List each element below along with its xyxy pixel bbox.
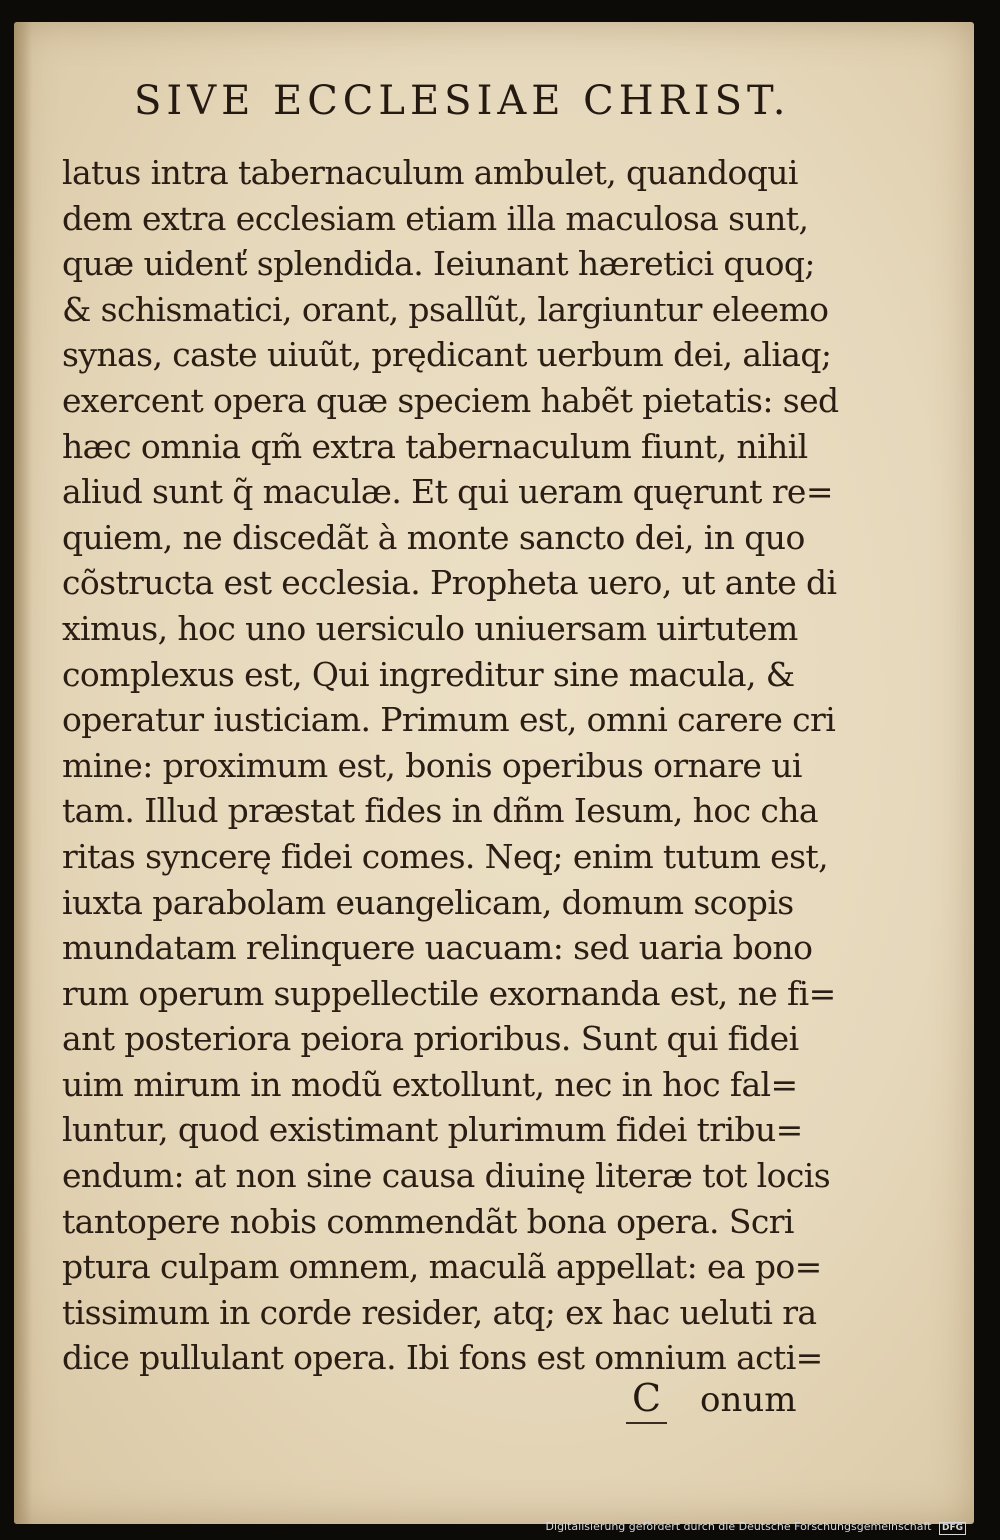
text-line: synas, caste uiuũt, prędicant uerbum dei, aliaq; (62, 335, 832, 375)
dfg-logo: DFG (939, 1522, 966, 1535)
body-text (62, 150, 842, 1381)
text-line: tantopere nobis commendãt bona opera. Scri (62, 1201, 794, 1241)
text-line: iuxta parabolam euangelicam, domum scopis (62, 882, 794, 922)
running-head: SIVE ECCLESIAE CHRIST. (134, 78, 791, 124)
text-line: ptura culpam omnem, maculã appellat: ea po= (62, 1247, 822, 1287)
text-line: dice pullulant opera. Ibi fons est omnium acti= (62, 1338, 823, 1378)
text-line: mundatam relinquere uacuam: sed uaria bono (62, 928, 813, 968)
text-line: hæc omnia qm̃ extra tabernaculum fiunt, nihil (62, 426, 808, 466)
page-edge-shadow (14, 22, 32, 1524)
text-line: ritas syncerę fidei comes. Neq; enim tutum est, (62, 836, 828, 876)
text-line: cõstructa est ecclesia. Propheta uero, ut ante di (62, 563, 837, 603)
text-line: & schismatici, orant, psallũt, largiuntur eleemo (62, 289, 829, 329)
book-page (14, 22, 974, 1524)
text-line: ant posteriora peiora prioribus. Sunt qui fidei (62, 1019, 799, 1059)
text-line: latus intra tabernaculum ambulet, quandoqui (62, 153, 798, 192)
text-line: dem extra ecclesiam etiam illa maculosa sunt, (62, 198, 809, 238)
text-line: ximus, hoc uno uersiculo uniuersam uirtutem (62, 608, 798, 648)
text-line: uim mirum in modũ extollunt, nec in hoc fal= (62, 1064, 798, 1104)
digitization-credit (546, 1520, 966, 1535)
credit-text: Digitalisierung gefördert durch die Deutsche Forschungsgemeinschaft (545, 1520, 932, 1533)
text-line: exercent opera quæ speciem habẽt pietatis: sed (62, 380, 839, 420)
text-line: tam. Illud præstat fides in dñm Iesum, hoc cha (62, 791, 818, 831)
signature-mark: C (626, 1376, 667, 1424)
catchword: onum (700, 1380, 797, 1420)
text-line: rum operum suppellectile exornanda est, ne fi= (62, 973, 836, 1013)
text-line: aliud sunt q̃ maculæ. Et qui ueram quęrunt re= (62, 472, 833, 512)
text-line: mine: proximum est, bonis operibus ornare ui (62, 745, 802, 785)
text-line: luntur, quod existimant plurimum fidei tribu= (62, 1110, 803, 1150)
text-line: tissimum in corde resider, atq; ex hac ueluti ra (62, 1292, 817, 1332)
text-line: complexus est, Qui ingreditur sine macula, & (62, 654, 795, 694)
text-line: quiem, ne discedãt à monte sancto dei, in quo (62, 517, 805, 557)
text-line: endum: at non sine causa diuinę literæ tot locis (62, 1156, 831, 1196)
text-line: quæ uidenť splendida. Ieiunant hæretici quoq; (62, 244, 815, 284)
text-line: operatur iusticiam. Primum est, omni carere cri (62, 700, 836, 740)
